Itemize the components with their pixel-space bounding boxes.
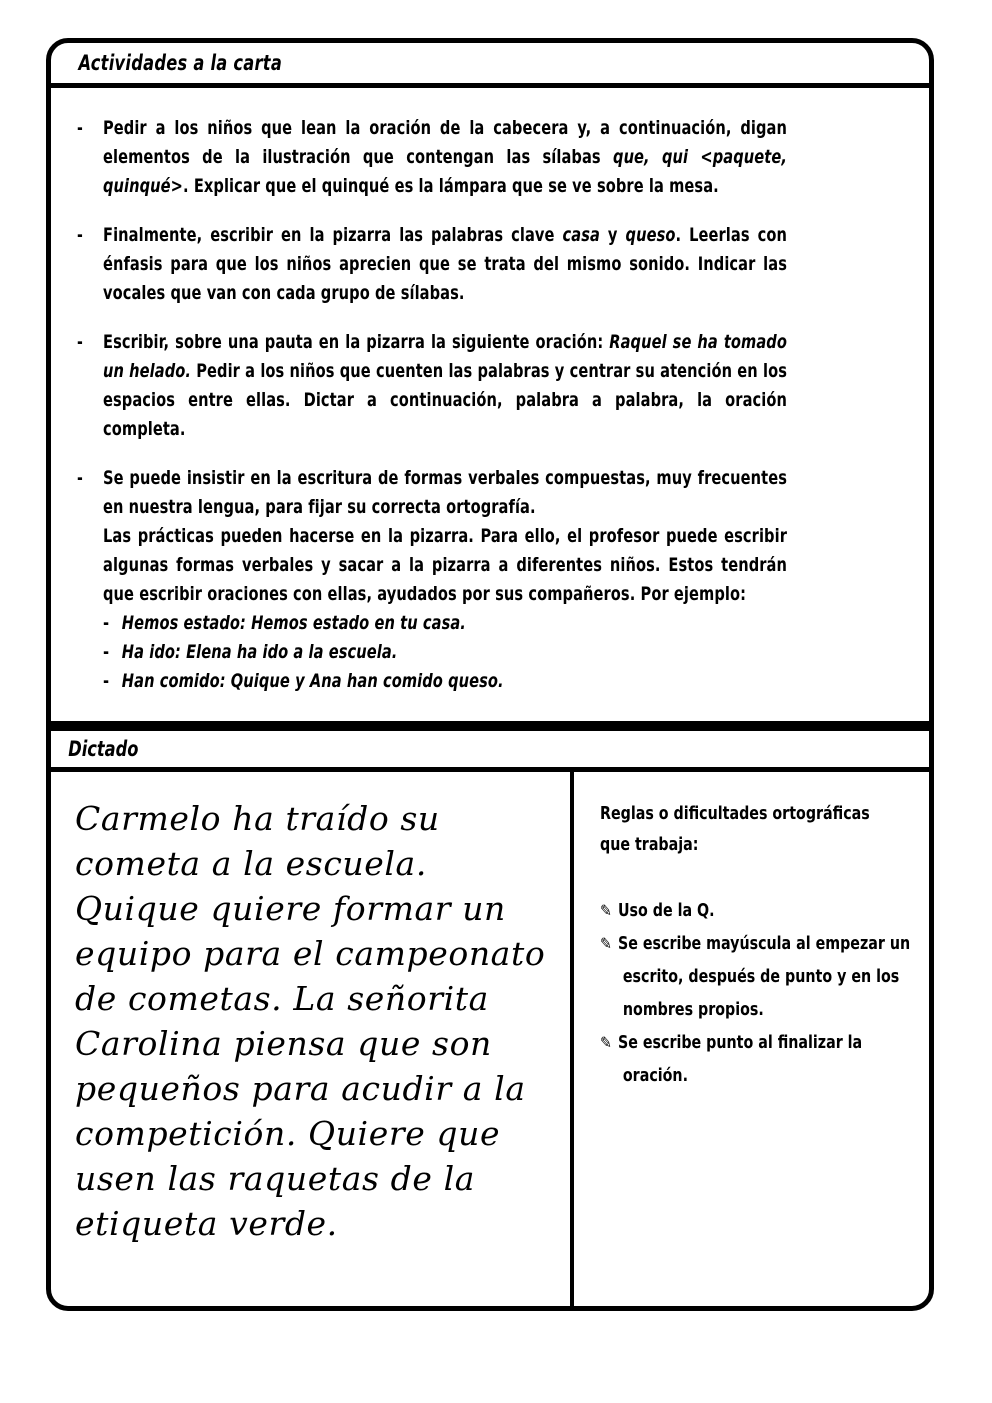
pencil-icon: ✎	[600, 934, 612, 953]
dictado-text-column	[51, 772, 574, 1306]
activity-bullet-3-text	[103, 328, 787, 444]
rule-item-text: Uso de la Q.	[617, 900, 715, 921]
b1-seg-1: Pedir a los niños que lean la oración de la cabecera y, a continuación, digan elementos de la ilustración que contengan las sílabas	[103, 117, 787, 168]
activity-bullet-4-text	[103, 464, 787, 696]
b2-seg-1: Finalmente, escribir en la pizarra las palabras clave	[103, 224, 563, 246]
b2-seg-2: casa	[562, 224, 600, 246]
activity-examples-list	[103, 609, 787, 696]
activity-bullet-2-text	[103, 221, 787, 308]
activity-example-text: Han comido: Quique y Ana han comido queso.	[121, 670, 504, 692]
activity-bullet-4	[77, 464, 903, 696]
dictado-section	[46, 726, 934, 1311]
b2-seg-5: . Leerlas con énfasis para que los niños aprecien que se trata del mismo sonido. Indicar las vocales que van con cada grupo de sílabas.	[103, 224, 787, 304]
actividades-section	[46, 38, 934, 726]
bullet-dash-icon: -	[77, 117, 83, 139]
rule-item	[600, 894, 932, 927]
rule-item	[600, 1026, 932, 1092]
dictado-rules-column	[574, 772, 929, 1306]
activity-bullet-1	[77, 114, 903, 201]
actividades-body	[51, 88, 929, 721]
actividades-title: Actividades a la carta	[78, 51, 283, 75]
b1-seg-2: que, qui <paquete, quinqué>	[103, 146, 787, 197]
b4-seg-1: Se puede insistir en la escritura de formas verbales compuestas, muy frecuentes en nuestra lengua, para fijar su correcta ortografía.	[103, 467, 787, 518]
rules-list	[600, 894, 911, 1092]
activity-example-text: Hemos estado: Hemos estado en tu casa.	[121, 612, 466, 634]
activity-example-item	[103, 609, 787, 638]
actividades-header	[51, 43, 929, 88]
bullet-dash-icon: -	[77, 331, 83, 353]
b2-seg-3: y	[599, 224, 626, 246]
bullet-dash-icon: -	[77, 224, 83, 246]
rule-item-text: Se escribe mayúscula al empezar un escrito, después de punto y en los nombres propios.	[617, 933, 911, 1020]
bullet-dash-icon: -	[77, 467, 83, 489]
rule-item	[600, 927, 932, 1026]
activity-example-item	[103, 667, 787, 696]
dictado-title: Dictado	[68, 737, 139, 761]
rules-title-line-1: Reglas o dificultades ortográficas	[600, 803, 870, 824]
activity-example-text: Ha ido: Elena ha ido a la escuela.	[121, 641, 398, 663]
b1-seg-3: . Explicar que el quinqué es la lámpara que se ve sobre la mesa.	[183, 175, 719, 197]
activity-bullet-2	[77, 221, 903, 308]
dictado-header	[51, 731, 929, 772]
b3-seg-3: Pedir a los niños que cuenten las palabras y centrar su atención en los espacios entre ellas. Dictar a continuación, palabra a palabra, la oración completa.	[103, 360, 788, 440]
sub-dash-icon: -	[103, 641, 110, 663]
sub-dash-icon: -	[103, 670, 110, 692]
dictado-cursive-text: Carmelo ha traído su cometa a la escuela. Quique quiere formar un equipo para el campeonato de cometas. La señorita Carolina piensa que son pequeños para acudir a la competición. Quiere que usen las raquetas de la etiqueta verde.	[75, 799, 546, 1243]
dictado-columns	[51, 772, 929, 1306]
rules-title	[600, 798, 909, 860]
rules-title-line-2: que trabaja:	[600, 834, 699, 855]
sub-dash-icon: -	[103, 612, 110, 634]
b2-seg-4: queso	[625, 224, 676, 246]
pencil-icon: ✎	[600, 1033, 612, 1052]
pencil-icon: ✎	[600, 901, 612, 920]
b3-seg-1: Escribir, sobre una pauta en la pizarra la siguiente oración:	[103, 331, 610, 353]
b3-seg-2: Raquel se ha tomado un helado.	[103, 331, 787, 382]
activity-bullet-1-text	[103, 114, 787, 201]
b4-extra-paragraph: Las prácticas pueden hacerse en la pizarra. Para ello, el profesor puede escribir algunas formas verbales y sacar a la pizarra a diferentes niños. Estos tendrán que escribir oraciones con ellas, ayudados por sus compañeros. Por ejemplo:	[103, 525, 787, 605]
rule-item-text: Se escribe punto al finalizar la oración.	[617, 1032, 863, 1086]
activity-bullet-3	[77, 328, 903, 444]
activity-example-item	[103, 638, 787, 667]
